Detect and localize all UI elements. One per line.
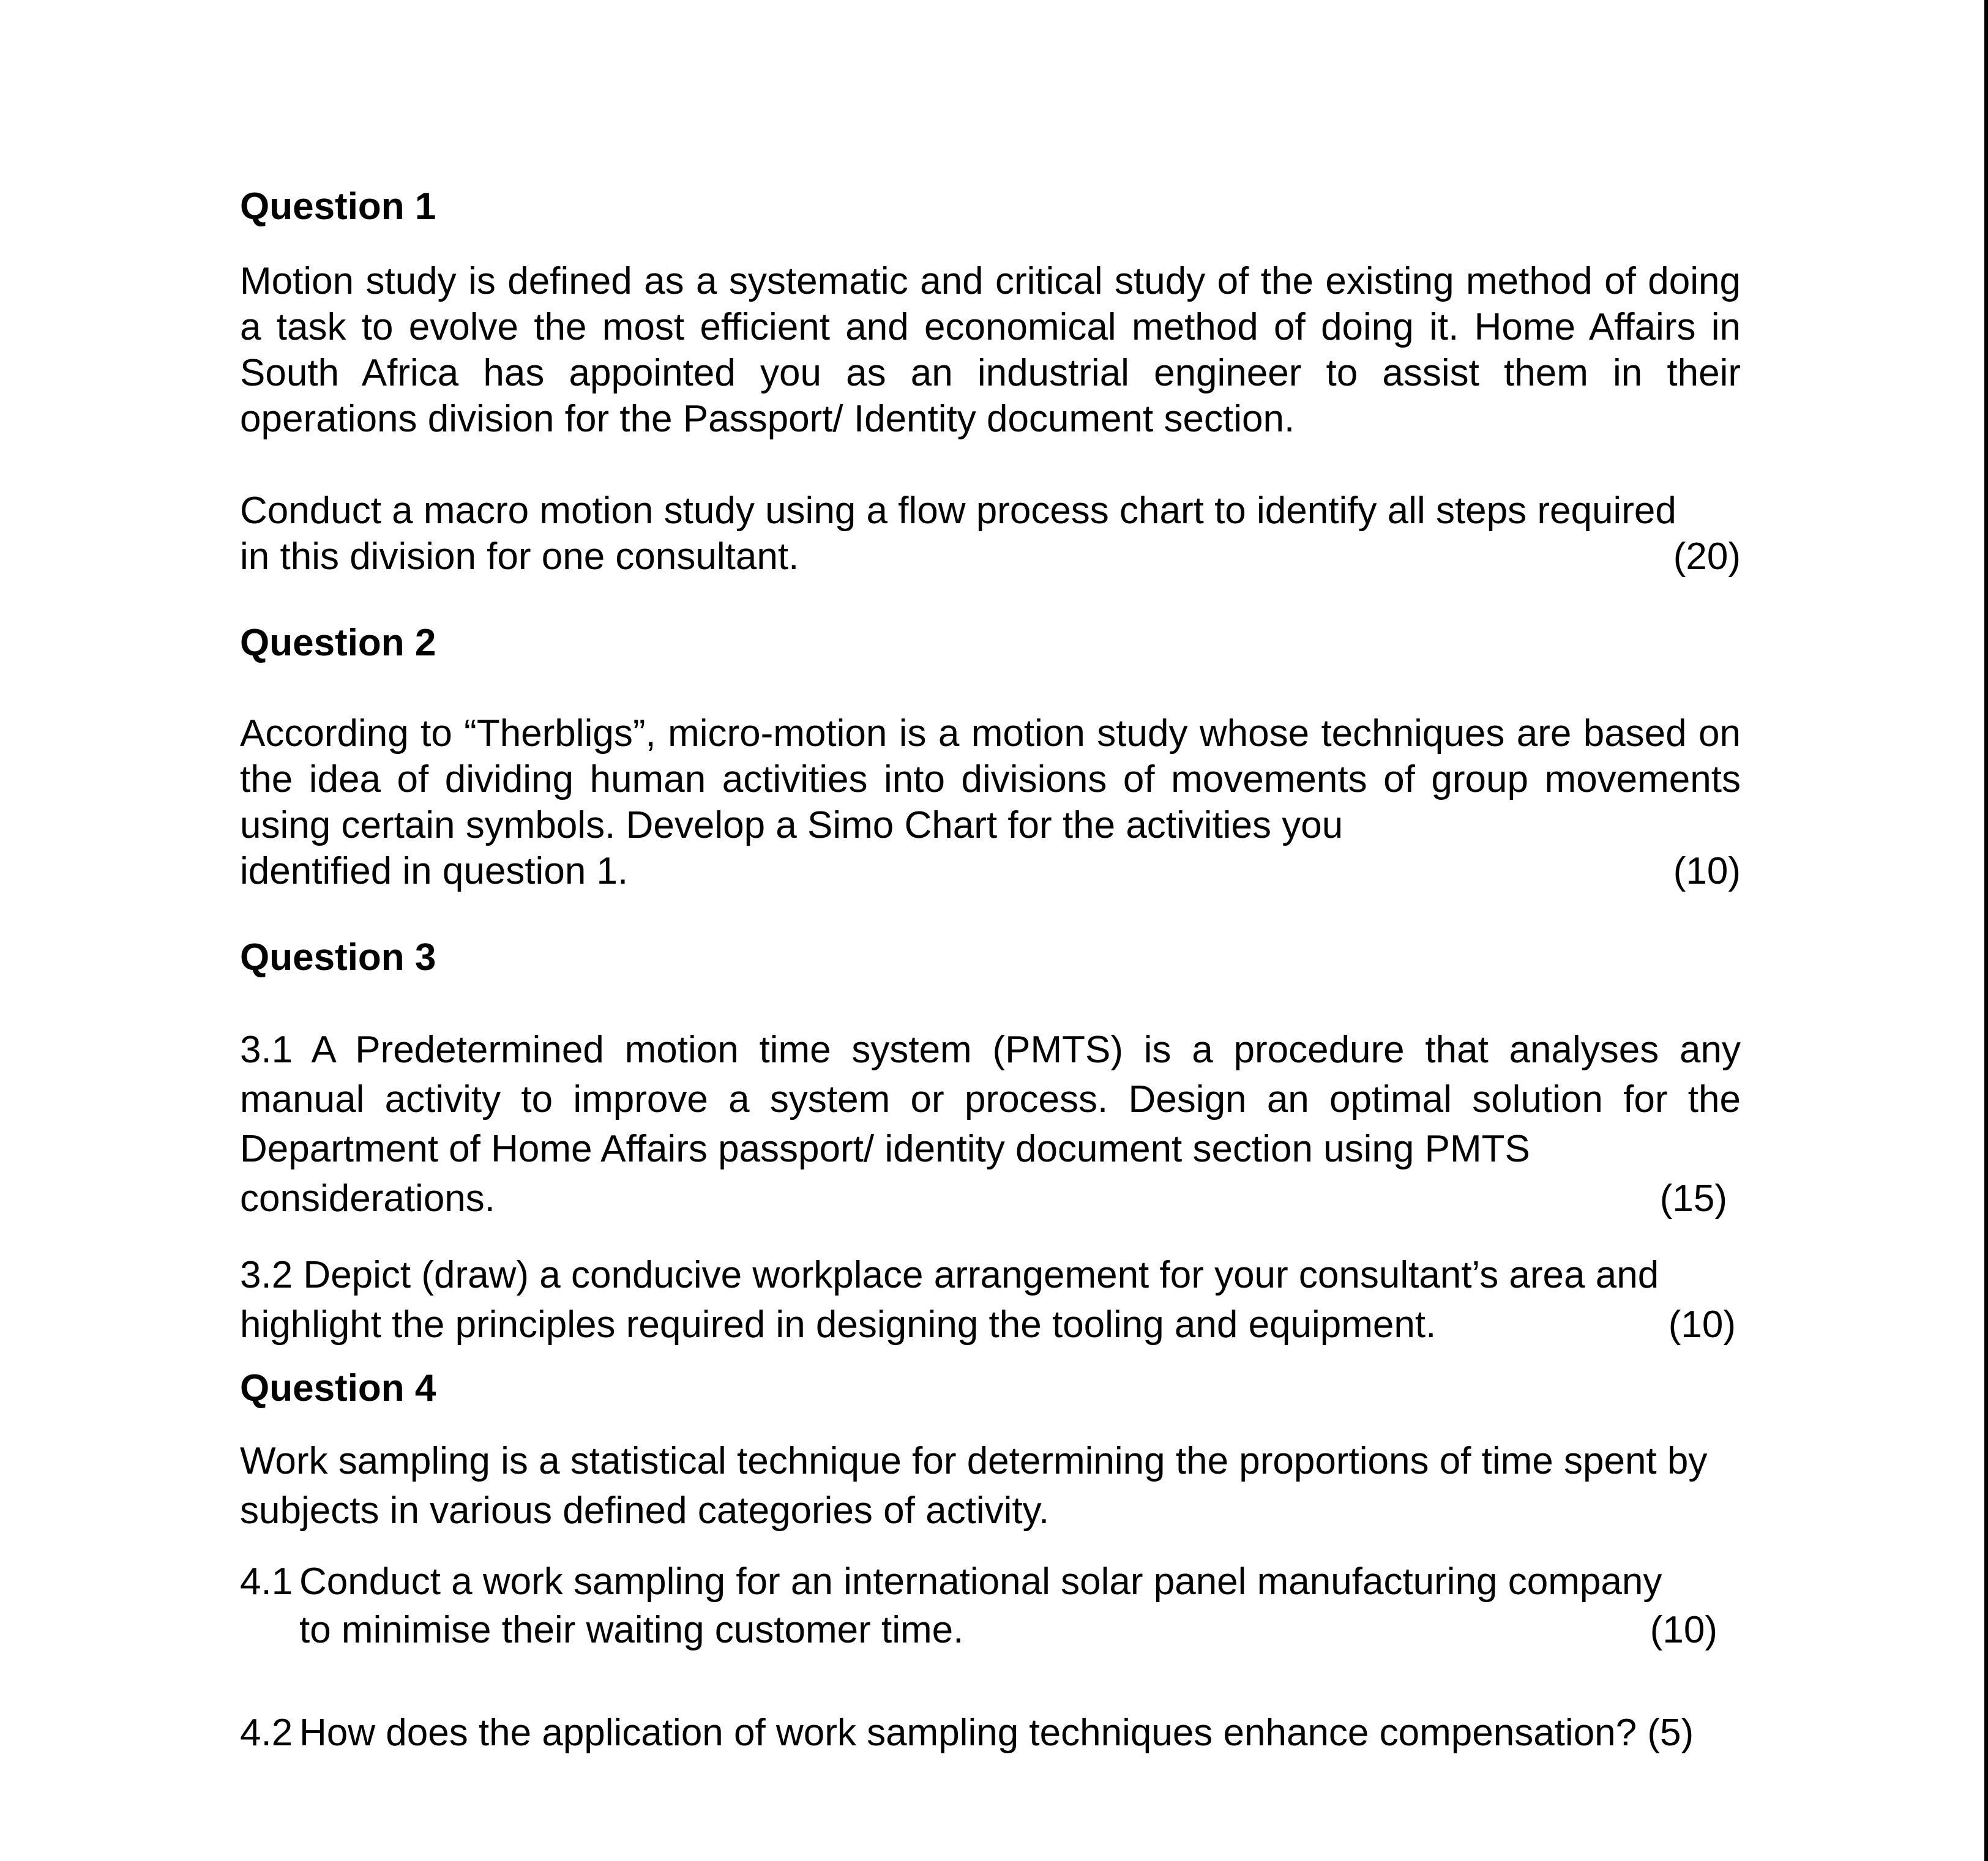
question-4-1-body (299, 1557, 1741, 1654)
question-3-part-1 (240, 1025, 1741, 1223)
question-2-last-text: identified in question 1. (240, 850, 629, 892)
question-2-last-line (240, 848, 1741, 894)
question-3-2-last-line (240, 1300, 1741, 1349)
question-1-intro: Motion study is defined as a systematic and critical study of the existing method of doing a task to evolve the most efficient and economical method of doing it. Home Affairs in South Africa has appointed you as an industrial engineer to assist them in their operations division for the Passport/ Identity document section. (240, 260, 1741, 440)
question-4-2 (240, 1709, 1741, 1757)
question-4-2-number: 4.2 (240, 1712, 293, 1754)
question-1-task (240, 488, 1741, 580)
question-3-2-marks: (10) (1668, 1303, 1736, 1346)
question-4-1-marks: (10) (1650, 1609, 1717, 1651)
question-1-marks: (20) (1673, 535, 1741, 578)
document-page (240, 184, 1741, 1757)
question-4-1-last-line (299, 1606, 1732, 1654)
question-3-part-2 (240, 1250, 1741, 1349)
question-1-heading: Question 1 (240, 185, 436, 228)
question-4-1 (240, 1557, 1741, 1654)
question-4-heading: Question 4 (240, 1367, 436, 1409)
question-4-intro: Work sampling is a statistical technique for determining the proportions of time spent by subjects in various defined categories of activity. (240, 1440, 1708, 1532)
question-3-2-line-2: highlight the principles required in designing the tooling and equipment. (240, 1303, 1437, 1346)
question-4-1-line-2: to minimise their waiting customer time. (299, 1609, 964, 1651)
question-3-1-marks: (15) (1659, 1177, 1727, 1220)
question-1-task-line-1: Conduct a macro motion study using a flow process chart to identify all steps required (240, 490, 1676, 532)
question-3-1-text: 3.1 A Predetermined motion time system (PMTS) is a procedure that analyses any manual activity to improve a system or process. Design an optimal solution for the Department of Home Affairs passport/ identity document section using PMTS (240, 1029, 1741, 1170)
question-3-2-line-1: 3.2 Depict (draw) a conducive workplace arrangement for your consultant’s area and (240, 1254, 1659, 1296)
question-1-task-last-line (240, 534, 1741, 580)
page-edge-border (1984, 0, 1988, 1861)
question-3-1-last-line (240, 1174, 1741, 1223)
question-3-heading: Question 3 (240, 936, 436, 979)
question-4-1-line-1: Conduct a work sampling for an international solar panel manufacturing company (299, 1561, 1662, 1603)
question-2-heading: Question 2 (240, 622, 436, 664)
question-2-text: According to “Therbligs”, micro-motion is a motion study whose techniques are based on the idea of dividing human activities into divisions of movements of group movements using certain symbols. Develop a Simo Chart for the activities you (240, 712, 1741, 846)
question-4-2-text: How does the application of work sampling techniques enhance compensation? (5) (299, 1712, 1694, 1754)
question-2-body (240, 710, 1741, 894)
question-1-task-line-2: in this division for one consultant. (240, 535, 799, 578)
question-4-1-number: 4.1 (240, 1561, 293, 1603)
question-2-marks: (10) (1673, 850, 1741, 892)
question-3-1-last-text: considerations. (240, 1177, 496, 1220)
